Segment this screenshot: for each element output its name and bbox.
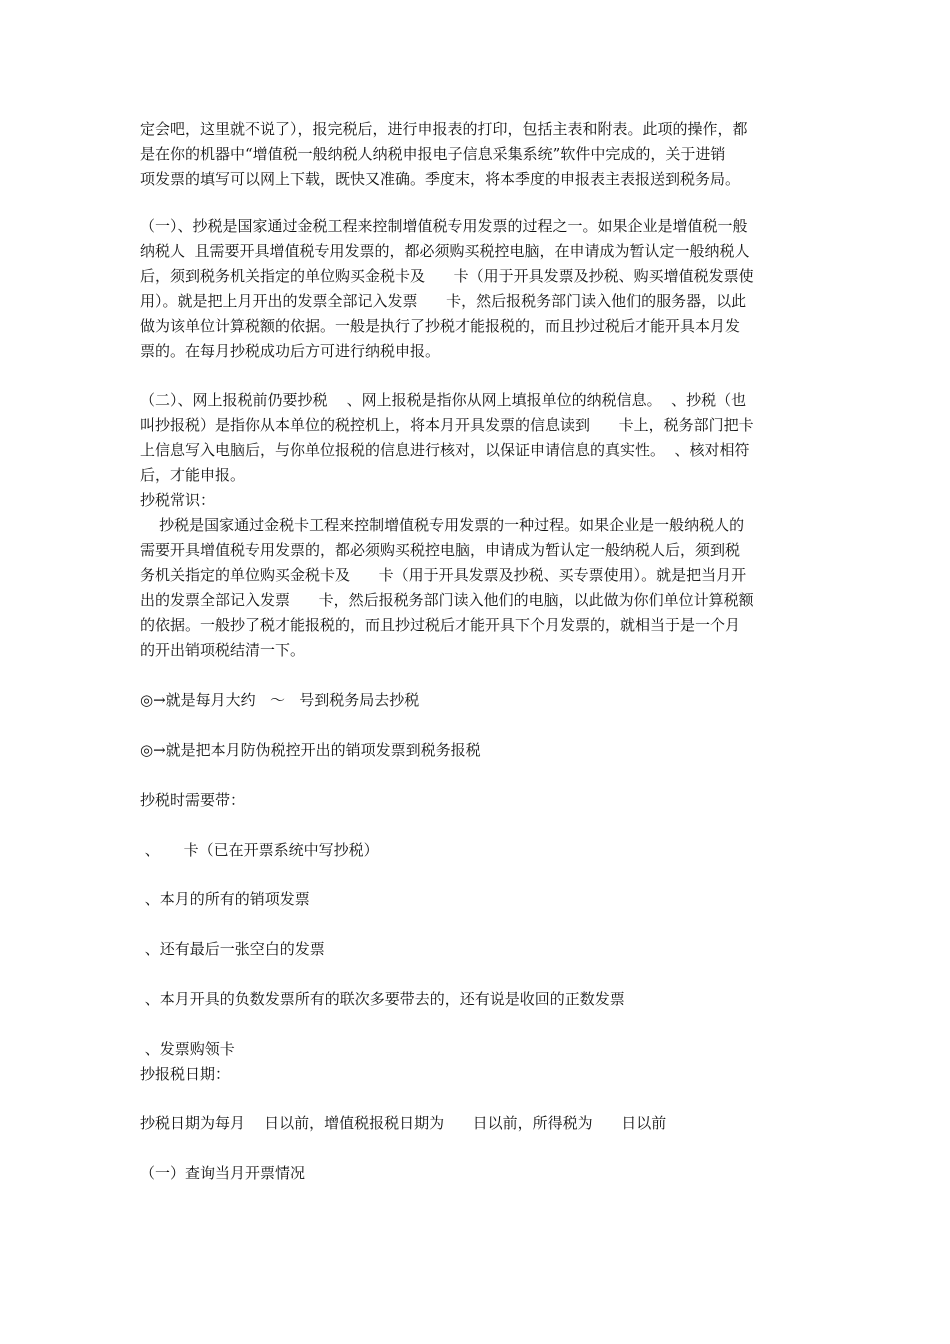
paragraph-line: 后，才能申报。 bbox=[140, 466, 246, 484]
list-item: 、本月开具的负数发票所有的联次多要带去的，还有说是收回的正数发票 bbox=[140, 990, 625, 1008]
note-line: ◎→就是把本月防伪税控开出的销项发票到税务报税 bbox=[140, 741, 481, 759]
paragraph-line: 上信息写入电脑后，与你单位报税的信息进行核对，以保证申请信息的真实性。 、核对相符 bbox=[140, 441, 750, 459]
paragraph-line: 需要开具增值税专用发票的，都必须购买税控电脑，申请成为暂认定一般纳税人后，须到税 bbox=[140, 541, 741, 559]
list-item: 、发票购领卡 bbox=[140, 1040, 235, 1058]
section-heading: （一）查询当月开票情况 bbox=[140, 1164, 306, 1182]
paragraph-line: （一）、抄税是国家通过金税工程来控制增值税专用发票的过程之一。如果企业是增值税一般 bbox=[140, 217, 748, 235]
paragraph-line: 叫抄报税）是指你从本单位的税控机上，将本月开具发票的信息读到 卡上，税务部门把卡 bbox=[140, 416, 754, 434]
paragraph-line: 抄税日期为每月 日以前，增值税报税日期为 日以前，所得税为 日以前 bbox=[140, 1114, 667, 1132]
paragraph-line: 项发票的填写可以网上下载，既快又准确。季度末，将本季度的申报表主表报送到税务局。 bbox=[140, 170, 741, 188]
paragraph-line: 用）。就是把上月开出的发票全部记入发票 卡，然后报税务部门读入他们的服务器，以此 bbox=[140, 292, 747, 310]
paragraph-line: 出的发票全部记入发票 卡，然后报税务部门读入他们的电脑，以此做为你们单位计算税额 bbox=[140, 591, 754, 609]
paragraph-line: 定会吧，这里就不说了），报完税后，进行申报表的打印，包括主表和附表。此项的操作，都 bbox=[140, 120, 748, 138]
paragraph-line: 纳税人 且需要开具增值税专用发票的，都必须购买税控电脑，在申请成为暂认定一般纳税人 bbox=[140, 242, 750, 260]
paragraph-line: 做为该单位计算税额的依据。一般是执行了抄税才能报税的，而且抄过税后才能开具本月发 bbox=[140, 317, 741, 335]
section-heading: 抄报税日期： bbox=[140, 1065, 231, 1083]
paragraph-line: 的开出销项税结清一下。 bbox=[140, 641, 306, 659]
note-line: ◎→就是每月大约 ～ 号到税务局去抄税 bbox=[140, 691, 420, 709]
paragraph-line: 的依据。一般抄了税才能报税的，而且抄过税后才能开具下个月发票的，就相当于是一个月 bbox=[140, 616, 741, 634]
paragraph-line: 抄税是国家通过金税卡工程来控制增值税专用发票的一种过程。如果企业是一般纳税人的 bbox=[140, 516, 745, 534]
paragraph-line: 后，须到税务机关指定的单位购买金税卡及 卡（用于开具发票及抄税、购买增值税发票使 bbox=[140, 267, 754, 285]
paragraph-line: 是在你的机器中“增值税一般纳税人纳税申报电子信息采集系统”软件中完成的，关于进销 bbox=[140, 145, 726, 163]
section-heading: 抄税常识： bbox=[140, 491, 216, 509]
paragraph-line: 票的。在每月抄税成功后方可进行纳税申报。 bbox=[140, 342, 441, 360]
paragraph-line: （二）、网上报税前仍要抄税 、网上报税是指你从网上填报单位的纳税信息。 、抄税（也 bbox=[140, 391, 747, 409]
paragraph-line: 务机关指定的单位购买金税卡及 卡（用于开具发票及抄税、买专票使用）。就是把当月开 bbox=[140, 566, 747, 584]
list-item: 、还有最后一张空白的发票 bbox=[140, 940, 325, 958]
section-heading: 抄税时需要带： bbox=[140, 791, 246, 809]
list-item: 、 卡（已在开票系统中写抄税） bbox=[140, 841, 379, 859]
list-item: 、本月的所有的销项发票 bbox=[140, 890, 310, 908]
